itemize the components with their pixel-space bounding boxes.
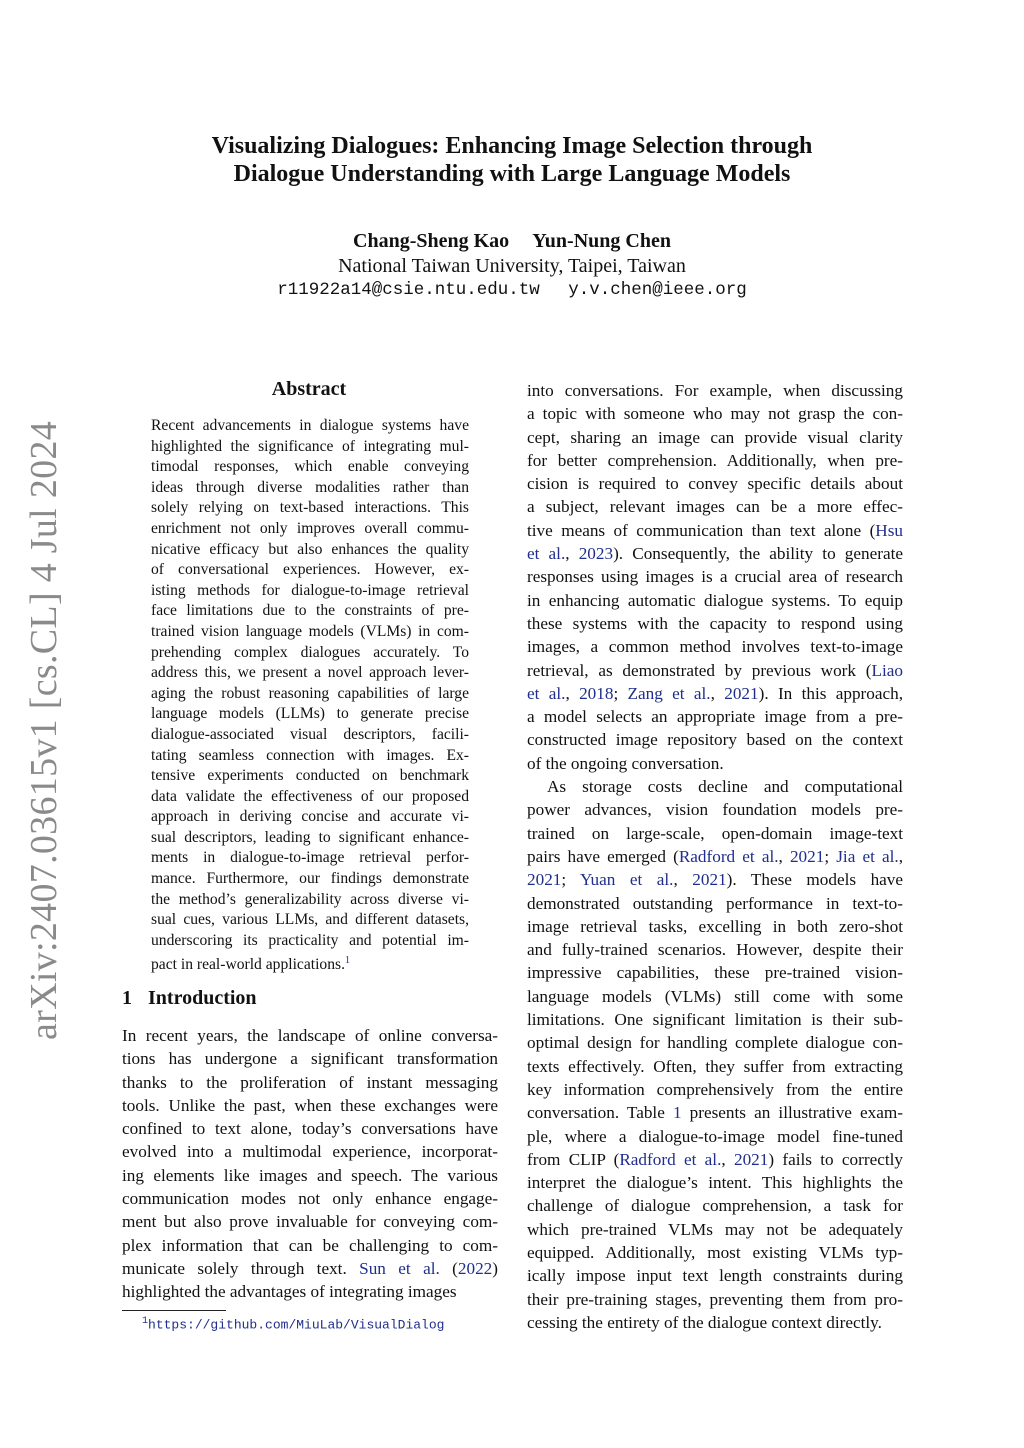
body-line: texts effectively. Often, they suffer from extracting [527,1056,903,1076]
body-line: cessing the entirety of the dialogue context directly. [527,1312,882,1332]
citation-link[interactable]: Liao [871,660,903,680]
abstract-line: highlighted the significance of integrating mul- [151,437,469,455]
abstract-line: mance. Furthermore, our findings demonstrate [151,870,469,888]
text-run: , [721,1149,734,1169]
arxiv-identifier: arXiv:2407.03615v1 [cs.CL] 4 Jul 2024 [23,420,65,1040]
body-line: and fully-trained scenarios. However, despite their [527,940,903,960]
citation-link[interactable]: 2018 [579,683,614,703]
body-line: responses using images is a crucial area of research [527,567,903,587]
text-run: retrieval, as demonstrated by previous work ( [527,660,872,680]
body-line: language models (VLMs) still come with some [527,986,903,1006]
body-line: As storage costs decline and computational [547,777,903,797]
body-line: ment but also prove invaluable for conveying com- [122,1212,498,1232]
body-line: tools. Unlike the past, when these exchanges were [122,1095,498,1115]
abstract-line: solely relying on text-based interactions. This [151,499,469,517]
text-run: , [710,683,725,703]
author-list [150,230,874,253]
body-line: a model selects an appropriate image from a pre- [527,707,903,727]
abstract-line: the method’s generalizability across diverse vi- [151,890,469,908]
title-line: Dialogue Understanding with Large Language Models [233,161,791,187]
citation-link[interactable]: Zang et al. [627,683,711,703]
abstract-line: approach in deriving concise and accurate vi- [151,808,469,826]
abstract-line: ments in dialogue-to-image retrieval perfor- [151,849,469,867]
body-line: equipped. Additionally, most existing VLMs typ- [527,1242,903,1262]
abstract-line: sual cues, various LLMs, and different datasets, [151,911,469,929]
body-line [527,659,903,682]
body-line [527,845,903,868]
text-run: from CLIP ( [527,1149,620,1169]
abstract-line: prehending complex dialogues accurately. To [151,643,469,661]
citation-link[interactable]: et al. [527,544,566,564]
citation-link[interactable]: 2022 [457,1258,493,1278]
footnote-number: 1 [142,1316,149,1327]
body-line: trained on large-scale, open-domain image-text [527,823,903,843]
body-line: cision is required to convey specific details about [527,474,903,494]
body-line: ically impose input text length constraints during [527,1266,903,1286]
text-run: ) fails to correctly [768,1149,903,1169]
title-line: Visualizing Dialogues: Enhancing Image Selection through [211,133,813,159]
body-line: ing elements like images and speech. The various [122,1165,498,1185]
body-line: demonstrated outstanding performance in text-to- [527,893,903,913]
email-list [150,280,874,300]
text-run: ). These models have [726,870,904,890]
body-line: challenge of dialogue comprehension, a task for [527,1196,903,1216]
citation-link[interactable]: Yuan et al. [580,870,674,890]
text-run: , [673,870,693,890]
citation-link[interactable]: 2021 [527,870,562,890]
text-run: conversation. Table [527,1103,673,1123]
citation-link[interactable]: Radford et al. [619,1149,722,1169]
section-heading [122,987,257,1010]
section-title: Introduction [148,987,257,1009]
body-line [122,1257,498,1280]
abstract-line: ideas through diverse modalities rather than [151,478,469,496]
body-line: limitations. One significant limitation is their sub- [527,1010,903,1030]
text-run: ; [824,846,837,866]
body-line: cept, sharing an image can provide visual clarity [527,427,903,447]
abstract-line: enrichment not only improves overall commu- [151,519,469,537]
body-line: a subject, relevant images can be a more effec- [527,497,903,517]
body-line: optimal design for handling complete dialogue con- [527,1033,903,1053]
text-run: ; [561,870,581,890]
body-line: their pre-training stages, preventing them from pro- [527,1289,903,1309]
author-email[interactable]: y.v.chen@ieee.org [568,280,747,300]
table-reference-link[interactable]: 1 [672,1103,682,1123]
body-line: plex information that can be challenging to com- [122,1235,498,1255]
abstract-last-text: pact in real-world applications. [151,956,345,974]
citation-link[interactable]: Sun et al. [359,1258,440,1278]
author-name: Chang-Sheng Kao [353,230,510,252]
abstract-line: address this, we present a novel approach lever- [151,664,469,682]
body-line: these systems with the capacity to respond using [527,613,903,633]
abstract-line: timodal responses, which enable conveying [151,458,469,476]
body-line: for better comprehension. Additionally, when pre- [527,450,903,470]
text-run: , [898,846,903,866]
intro-right-column [527,379,903,1334]
body-line: confined to text alone, today’s conversations have [122,1119,498,1139]
abstract-line: dialogue-associated visual descriptors, facili- [151,725,469,743]
text-run: ). Consequently, the ability to generate [613,544,904,564]
text-run: municate solely through text. [122,1258,360,1278]
body-line [527,542,903,565]
citation-link[interactable]: 2021 [733,1149,769,1169]
citation-link[interactable]: 2021 [789,846,825,866]
affiliation: National Taiwan University, Taipei, Taiwan [338,255,686,277]
abstract-line: nicative efficacy but also enhances the quality [151,540,469,558]
footnote-divider [122,1310,226,1311]
text-run: presents an illustrative exam- [681,1103,903,1123]
body-line: impressive capabilities, these pre-trained vision- [527,963,903,983]
text-run: pairs have emerged ( [527,846,679,866]
abstract-line: aging the robust reasoning capabilities of large [151,684,469,702]
abstract-line: language models (LLMs) to generate precise [151,705,469,723]
abstract-body [151,416,469,972]
body-line [527,1101,903,1124]
abstract-line: isting methods for dialogue-to-image retrieval [151,581,469,599]
citation-link[interactable]: Radford et al. [678,846,779,866]
citation-link[interactable]: Hsu [875,520,903,540]
author-name: Yun-Nung Chen [532,230,671,252]
body-line: thanks to the proliferation of instant messaging [122,1072,498,1092]
abstract-line: tensive experiments conducted on benchmark [151,767,469,785]
abstract-heading: Abstract [271,378,347,400]
citation-link[interactable]: et al. [527,683,566,703]
body-line: which pre-trained VLMs may not be adequately [527,1219,903,1239]
body-line: into conversations. For example, when discussing [527,381,903,400]
text-run: ). In this approach, [758,683,904,703]
body-line: highlighted the advantages of integrating images [122,1282,457,1302]
footnote-marker[interactable]: 1 [345,955,350,967]
footnote-url-link[interactable]: https://github.com/MiuLab/VisualDialog [148,1317,445,1333]
body-line [527,682,903,705]
body-line: interpret the dialogue’s intent. This highlights the [527,1173,903,1193]
abstract-line: data validate the effectiveness of our proposed [151,787,469,805]
body-line: key information comprehensively from the entire [527,1079,903,1099]
abstract-line: face limitations due to the constraints of pre- [151,602,469,620]
abstract-line: tating seamless connection with images. Ex- [151,746,469,764]
body-line: tions has undergone a significant transformation [122,1049,498,1069]
body-line: communication modes not only enhance engage- [122,1189,498,1209]
text-run: , [565,683,580,703]
abstract-line: underscoring its practicality and potential im- [151,931,469,949]
footnote [142,1316,444,1332]
abstract-line: trained vision language models (VLMs) in com- [151,622,469,640]
body-line: images, a common method involves text-to-image [527,637,903,657]
abstract-line: Recent advancements in dialogue systems have [151,417,469,434]
citation-link[interactable]: 2023 [578,544,614,564]
body-line: in enhancing automatic dialogue systems. To equip [527,590,903,610]
body-line [527,1148,903,1171]
author-email[interactable]: r11922a14@csie.ntu.edu.tw [277,280,540,300]
body-line [527,868,903,891]
text-run: tive means of communication than text alone ( [527,520,876,540]
citation-link[interactable]: Jia et al. [836,846,899,866]
text-run: , [778,846,790,866]
body-line: evolved into a multimodal experience, incorporat- [122,1142,498,1162]
text-run: , [565,544,579,564]
abstract-line [151,951,469,972]
section-number: 1 [122,987,132,1009]
body-line: power advances, vision foundation models pre- [527,800,903,820]
body-line: image retrieval tasks, excelling in both zero-shot [527,916,903,936]
text-run: ; [613,683,628,703]
abstract-line: of conversational experiences. However, ex- [151,561,469,579]
citation-link[interactable]: 2021 [724,683,759,703]
body-line [527,519,903,542]
paper-title [150,132,874,188]
text-run: ) [492,1258,498,1278]
body-line: ple, where a dialogue-to-image model fine-tuned [527,1126,903,1146]
intro-left-column [122,1024,498,1304]
body-line: of the ongoing conversation. [527,753,724,773]
body-line: In recent years, the landscape of online conversa- [122,1026,498,1045]
abstract-line: sual descriptors, leading to significant enhance- [151,828,469,846]
citation-link[interactable]: 2021 [692,870,727,890]
text-run: ( [439,1258,458,1278]
body-line: a topic with someone who may not grasp the con- [527,404,903,424]
body-line: constructed image repository based on the context [527,730,903,750]
